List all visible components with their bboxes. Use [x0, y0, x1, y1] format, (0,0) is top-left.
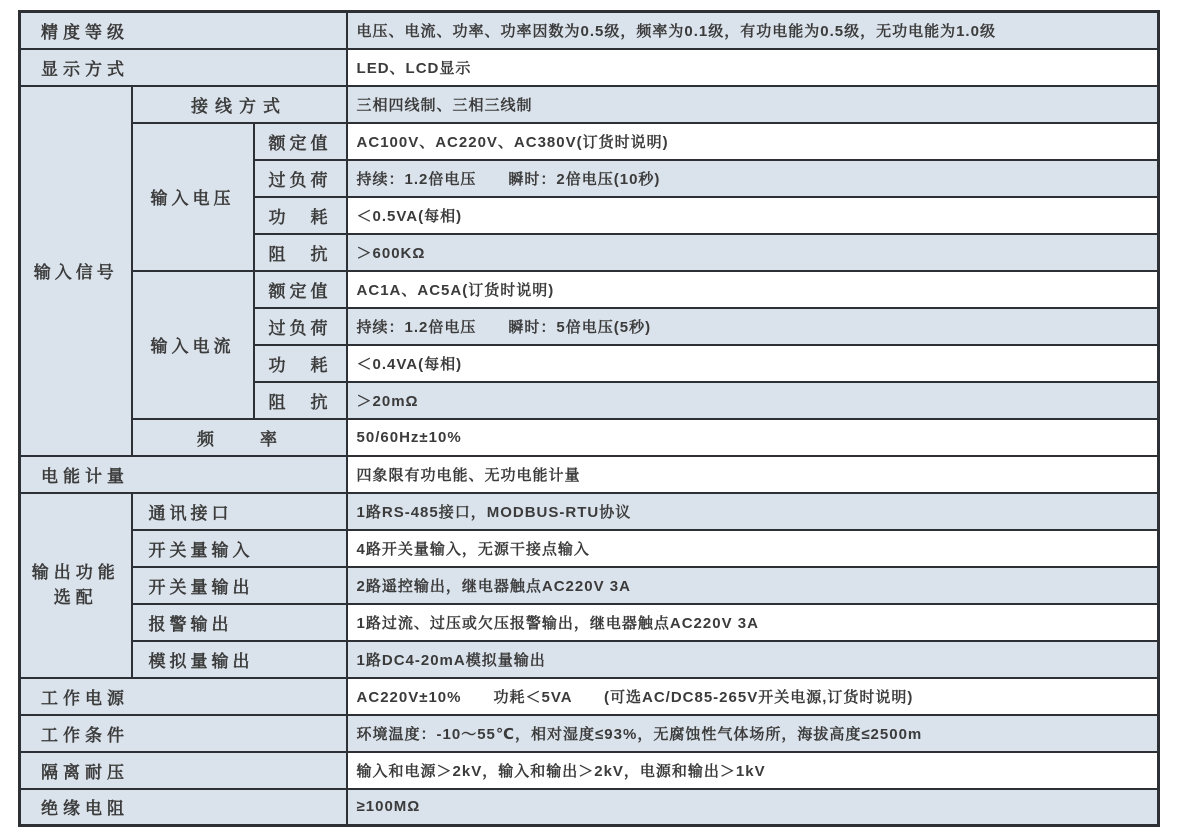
insulation-resistance-value: ≥100MΩ — [347, 789, 1159, 826]
row-digital-output — [20, 567, 1159, 604]
spec-table — [18, 10, 1160, 827]
comm-port-value: 1路RS-485接口，MODBUS-RTU协议 — [347, 493, 1159, 530]
output-options-label — [20, 493, 132, 678]
energy-metering-value: 四象限有功电能、无功电能计量 — [347, 456, 1159, 493]
voltage-rated-label: 额定值 — [254, 123, 347, 160]
row-energy-metering — [20, 456, 1159, 493]
work-conditions-label: 工作条件 — [20, 715, 347, 752]
row-frequency — [20, 419, 1159, 456]
row-accuracy — [20, 12, 1159, 49]
row-analog-output — [20, 641, 1159, 678]
row-isolation-voltage — [20, 752, 1159, 789]
isolation-voltage-value: 输入和电源＞2kV，输入和输出＞2kV，电源和输出＞1kV — [347, 752, 1159, 789]
input-signal-label: 输入信号 — [20, 86, 132, 456]
voltage-overload-value: 持续：1.2倍电压 瞬时：2倍电压(10秒) — [347, 160, 1159, 197]
power-supply-label: 工作电源 — [20, 678, 347, 715]
display-label: 显示方式 — [20, 49, 347, 86]
row-display — [20, 49, 1159, 86]
current-rated-value: AC1A、AC5A(订货时说明) — [347, 271, 1159, 308]
alarm-output-label: 报警输出 — [132, 604, 347, 641]
isolation-voltage-label: 隔离耐压 — [20, 752, 347, 789]
digital-input-value: 4路开关量输入，无源干接点输入 — [347, 530, 1159, 567]
accuracy-value: 电压、电流、功率、功率因数为0.5级，频率为0.1级，有功电能为0.5级，无功电能为1.0级 — [347, 12, 1159, 49]
display-value: LED、LCD显示 — [347, 49, 1159, 86]
frequency-label: 频 率 — [132, 419, 347, 456]
analog-output-value: 1路DC4-20mA模拟量输出 — [347, 641, 1159, 678]
current-impedance-value: ＞20mΩ — [347, 382, 1159, 419]
current-power-label: 功 耗 — [254, 345, 347, 382]
voltage-rated-value: AC100V、AC220V、AC380V(订货时说明) — [347, 123, 1159, 160]
digital-output-value: 2路遥控输出，继电器触点AC220V 3A — [347, 567, 1159, 604]
current-impedance-label: 阻 抗 — [254, 382, 347, 419]
input-voltage-label: 输入电压 — [132, 123, 254, 271]
frequency-value: 50/60Hz±10% — [347, 419, 1159, 456]
energy-metering-label: 电能计量 — [20, 456, 347, 493]
row-alarm-output — [20, 604, 1159, 641]
row-digital-input — [20, 530, 1159, 567]
output-options-label-line2: 选配 — [53, 588, 98, 607]
row-current-rated — [20, 271, 1159, 308]
voltage-power-value: ＜0.5VA(每相) — [347, 197, 1159, 234]
insulation-resistance-label: 绝缘电阻 — [20, 789, 347, 826]
wiring-value: 三相四线制、三相三线制 — [347, 86, 1159, 123]
row-wiring — [20, 86, 1159, 123]
current-overload-value: 持续：1.2倍电压 瞬时：5倍电压(5秒) — [347, 308, 1159, 345]
output-options-label-line1: 输出功能 — [31, 563, 120, 582]
digital-output-label: 开关量输出 — [132, 567, 347, 604]
voltage-power-label: 功 耗 — [254, 197, 347, 234]
work-conditions-value: 环境温度：-10～55℃，相对湿度≤93%，无腐蚀性气体场所，海拔高度≤2500m — [347, 715, 1159, 752]
row-power-supply — [20, 678, 1159, 715]
voltage-impedance-value: ＞600KΩ — [347, 234, 1159, 271]
input-current-label: 输入电流 — [132, 271, 254, 419]
voltage-overload-label: 过负荷 — [254, 160, 347, 197]
current-rated-label: 额定值 — [254, 271, 347, 308]
current-overload-label: 过负荷 — [254, 308, 347, 345]
analog-output-label: 模拟量输出 — [132, 641, 347, 678]
accuracy-label: 精度等级 — [20, 12, 347, 49]
row-comm-port — [20, 493, 1159, 530]
row-work-conditions — [20, 715, 1159, 752]
digital-input-label: 开关量输入 — [132, 530, 347, 567]
comm-port-label: 通讯接口 — [132, 493, 347, 530]
power-supply-value: AC220V±10% 功耗＜5VA (可选AC/DC85-265V开关电源,订货时说明) — [347, 678, 1159, 715]
row-voltage-rated — [20, 123, 1159, 160]
alarm-output-value: 1路过流、过压或欠压报警输出，继电器触点AC220V 3A — [347, 604, 1159, 641]
current-power-value: ＜0.4VA(每相) — [347, 345, 1159, 382]
voltage-impedance-label: 阻 抗 — [254, 234, 347, 271]
row-insulation-resistance — [20, 789, 1159, 826]
wiring-label: 接线方式 — [132, 86, 347, 123]
